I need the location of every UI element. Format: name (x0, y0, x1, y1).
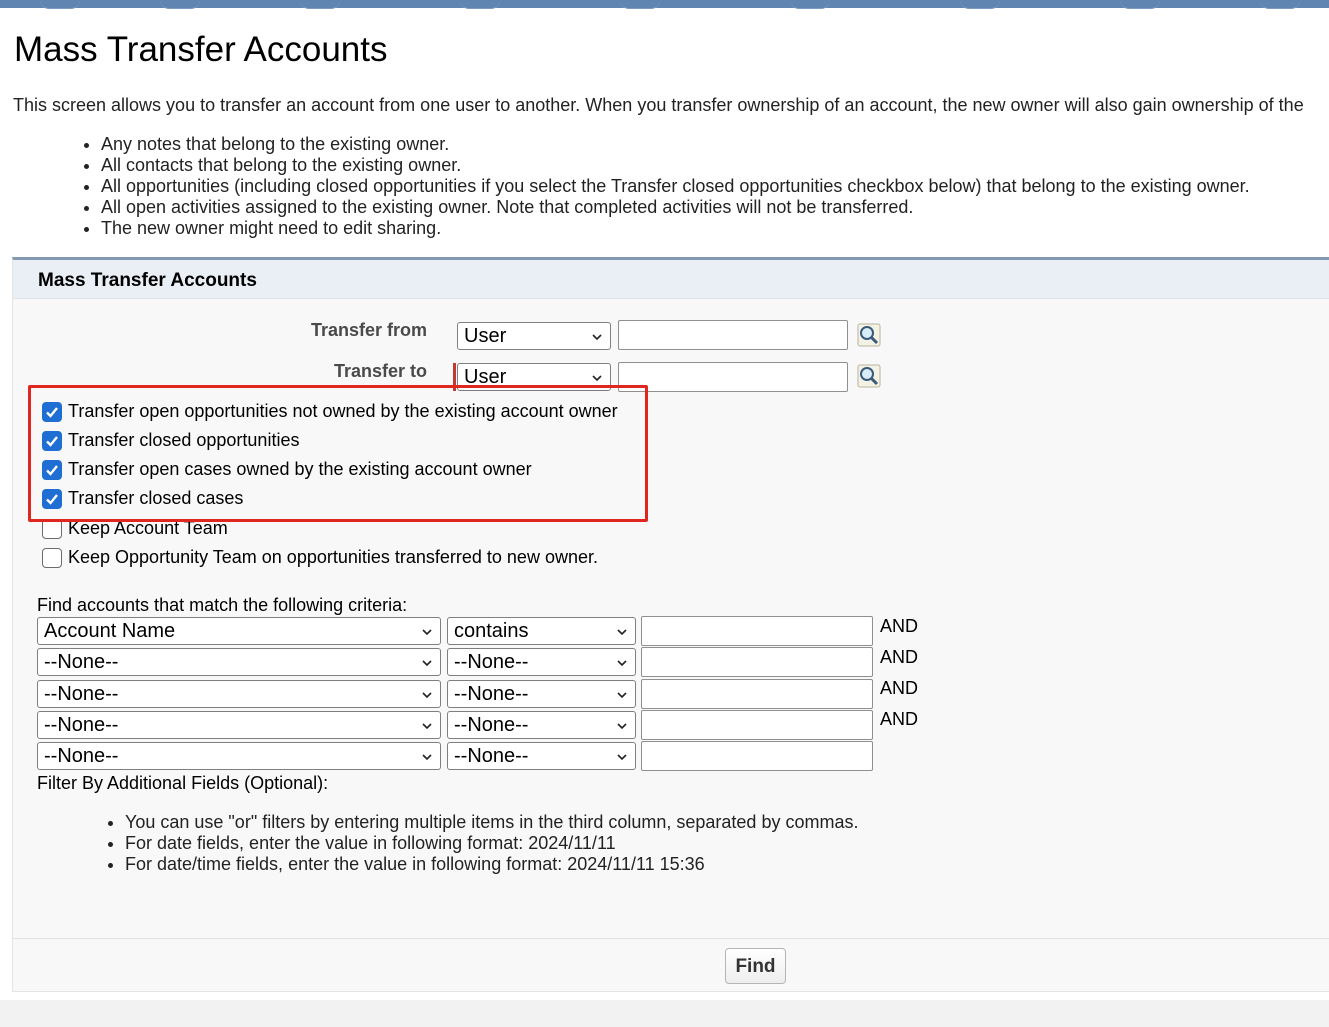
checkbox-label: Keep Opportunity Team on opportunities transferred to new owner. (68, 547, 598, 567)
criteria-field-value: --None-- (44, 745, 119, 767)
criteria-join-label: AND (880, 647, 919, 667)
intro-text: This screen allows you to transfer an account from one user to another. When you transfer ownership of an account, the new owner will also gain ownership of the (13, 95, 1304, 115)
intro-item: • The new owner might need to edit sharing. (101, 218, 1250, 239)
criteria-operator-select[interactable] (447, 711, 636, 739)
criteria-operator-select[interactable] (447, 648, 636, 676)
criteria-value-input[interactable] (641, 616, 873, 646)
chevron-down-icon (422, 690, 432, 700)
criteria-value-input[interactable] (641, 679, 873, 709)
top-banner (0, 0, 1329, 8)
intro-item: • All opportunities (including closed opportunities if you select the Transfer closed opportunities checkbox below) that belong to the existing owner. (101, 176, 1250, 197)
transfer-to-type-value: User (464, 366, 507, 388)
filter-label: Filter By Additional Fields (Optional): (37, 773, 329, 793)
criteria-value-input[interactable] (641, 741, 873, 771)
criteria-operator-select[interactable] (447, 680, 636, 708)
transfer-to-input[interactable] (618, 362, 848, 392)
criteria-join-label: AND (880, 709, 919, 729)
chevron-down-icon (617, 752, 627, 762)
checkbox-label: Transfer open opportunities not owned by the existing account owner (68, 401, 618, 421)
transfer-from-type-select[interactable] (457, 322, 611, 350)
intro-item: • Any notes that belong to the existing owner. (101, 134, 1250, 155)
intro-item: • All contacts that belong to the existing owner. (101, 155, 1250, 176)
criteria-field-value: Account Name (44, 620, 176, 642)
criteria-operator-value: --None-- (454, 714, 529, 736)
page-title: Mass Transfer Accounts (14, 30, 388, 69)
checkbox-unchecked[interactable] (42, 548, 62, 568)
criteria-operator-value: --None-- (454, 651, 529, 673)
chevron-down-icon (422, 721, 432, 731)
criteria-operator-value: --None-- (454, 745, 529, 767)
chevron-down-icon (422, 627, 432, 637)
criteria-field-select[interactable] (37, 711, 441, 739)
criteria-field-value: --None-- (44, 714, 119, 736)
checkbox-label: Transfer open cases owned by the existing account owner (68, 459, 532, 479)
checkbox-label: Keep Account Team (68, 518, 228, 538)
criteria-join-label: AND (880, 678, 919, 698)
criteria-label: Find accounts that match the following criteria: (37, 595, 408, 615)
find-button[interactable]: Find (725, 948, 786, 984)
lookup-icon[interactable] (856, 322, 882, 348)
chevron-down-icon (422, 752, 432, 762)
checkbox-label: Transfer closed opportunities (68, 430, 300, 450)
page-footer-band (0, 1000, 1329, 1027)
criteria-value-input[interactable] (641, 647, 873, 677)
transfer-from-label: Transfer from (310, 320, 427, 340)
criteria-field-select[interactable] (37, 617, 441, 645)
transfer-from-type-value: User (464, 325, 507, 347)
transfer-from-input[interactable] (618, 320, 848, 350)
criteria-operator-value: contains (454, 620, 529, 642)
criteria-value-input[interactable] (641, 710, 873, 740)
chevron-down-icon (617, 627, 627, 637)
criteria-operator-value: --None-- (454, 683, 529, 705)
transfer-to-label: Transfer to (333, 361, 427, 381)
criteria-operator-select[interactable] (447, 742, 636, 770)
chevron-down-icon (592, 373, 602, 383)
panel-title: Mass Transfer Accounts (38, 270, 257, 291)
tip-item: • You can use "or" filters by entering multiple items in the third column, separated by commas. (125, 812, 858, 833)
criteria-field-value: --None-- (44, 683, 119, 705)
checkbox-label: Transfer closed cases (68, 488, 244, 508)
chevron-down-icon (617, 721, 627, 731)
tip-item: • For date fields, enter the value in following format: 2024/11/11 (125, 833, 858, 854)
intro-list (80, 134, 1250, 239)
highlight-annotation-box (28, 385, 648, 522)
lookup-icon[interactable] (856, 363, 882, 389)
chevron-down-icon (617, 690, 627, 700)
criteria-field-value: --None-- (44, 651, 119, 673)
criteria-operator-select[interactable] (447, 617, 636, 645)
chevron-down-icon (422, 658, 432, 668)
chevron-down-icon (592, 332, 602, 342)
criteria-field-select[interactable] (37, 648, 441, 676)
intro-item: • All open activities assigned to the existing owner. Note that completed activities will not be transferred. (101, 197, 1250, 218)
criteria-field-select[interactable] (37, 680, 441, 708)
tip-item: • For date/time fields, enter the value in following format: 2024/11/11 15:36 (125, 854, 858, 875)
tips-list (104, 812, 858, 875)
criteria-field-select[interactable] (37, 742, 441, 770)
panel-header (13, 260, 1329, 299)
chevron-down-icon (617, 658, 627, 668)
criteria-join-label: AND (880, 616, 919, 636)
button-divider (12, 938, 1329, 939)
checkbox-unchecked[interactable] (42, 519, 62, 539)
